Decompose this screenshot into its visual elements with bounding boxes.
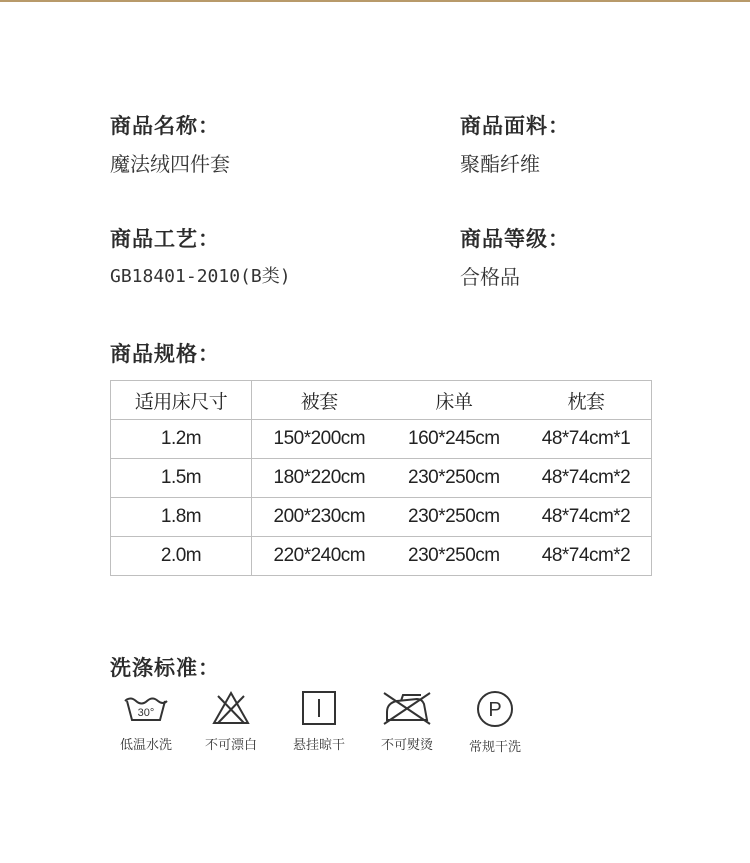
care-item-no-bleach bbox=[191, 690, 271, 753]
dry-clean-p-icon bbox=[471, 690, 519, 728]
duvet-cover-cell: 200*230cm bbox=[252, 498, 387, 537]
spec-table bbox=[110, 380, 652, 576]
pillowcase-cell: 48*74cm*2 bbox=[521, 498, 651, 537]
bed-size-cell: 1.5m bbox=[111, 459, 252, 498]
craft-value: GB18401-2010(B类) bbox=[110, 266, 291, 287]
wash-30-icon bbox=[122, 690, 170, 726]
no-bleach-icon bbox=[207, 690, 255, 726]
header-pillowcase: 枕套 bbox=[521, 381, 651, 420]
spec-label: 商品规格： bbox=[110, 342, 220, 366]
header-bed-size: 适用床尺寸 bbox=[111, 381, 252, 420]
pillowcase-cell: 48*74cm*2 bbox=[521, 537, 651, 576]
care-item-wash bbox=[106, 690, 186, 753]
craft-label: 商品工艺： bbox=[110, 227, 220, 251]
duvet-cover-cell: 180*220cm bbox=[252, 459, 387, 498]
care-item-label: 不可熨烫 bbox=[380, 738, 433, 753]
care-item-label: 悬挂晾干 bbox=[292, 738, 345, 753]
table-row bbox=[111, 459, 652, 498]
dry-clean-symbol: P bbox=[488, 699, 502, 721]
bed-sheet-cell: 230*250cm bbox=[387, 537, 521, 576]
bed-size-cell: 1.8m bbox=[111, 498, 252, 537]
care-item-no-iron bbox=[367, 690, 447, 753]
spec-header-row bbox=[111, 381, 652, 420]
bed-size-cell: 1.2m bbox=[111, 420, 252, 459]
care-item-label: 常规干洗 bbox=[468, 740, 521, 755]
bed-sheet-cell: 160*245cm bbox=[387, 420, 521, 459]
header-bed-sheet: 床单 bbox=[387, 381, 521, 420]
table-row bbox=[111, 420, 652, 459]
care-item-label: 不可漂白 bbox=[204, 738, 257, 753]
wash-temperature: 30° bbox=[137, 707, 155, 719]
hang-dry-icon bbox=[295, 690, 343, 726]
care-label: 洗涤标准： bbox=[110, 656, 220, 680]
duvet-cover-cell: 220*240cm bbox=[252, 537, 387, 576]
care-item-dry-clean bbox=[455, 690, 535, 755]
fabric-value: 聚酯纤维 bbox=[460, 152, 540, 176]
pillowcase-cell: 48*74cm*1 bbox=[521, 420, 651, 459]
bed-sheet-cell: 230*250cm bbox=[387, 498, 521, 537]
header-duvet-cover: 被套 bbox=[252, 381, 387, 420]
grade-label: 商品等级： bbox=[460, 227, 570, 251]
pillowcase-cell: 48*74cm*2 bbox=[521, 459, 651, 498]
product-name-label: 商品名称： bbox=[110, 114, 220, 138]
product-name-value: 魔法绒四件套 bbox=[110, 152, 230, 176]
top-accent-rule bbox=[0, 0, 750, 2]
duvet-cover-cell: 150*200cm bbox=[252, 420, 387, 459]
bed-sheet-cell: 230*250cm bbox=[387, 459, 521, 498]
table-row bbox=[111, 498, 652, 537]
care-item-hang-dry bbox=[279, 690, 359, 753]
bed-size-cell: 2.0m bbox=[111, 537, 252, 576]
care-item-label: 低温水洗 bbox=[119, 738, 172, 753]
table-row bbox=[111, 537, 652, 576]
grade-value: 合格品 bbox=[460, 265, 520, 289]
fabric-label: 商品面料： bbox=[460, 114, 570, 138]
no-iron-icon bbox=[381, 690, 433, 726]
